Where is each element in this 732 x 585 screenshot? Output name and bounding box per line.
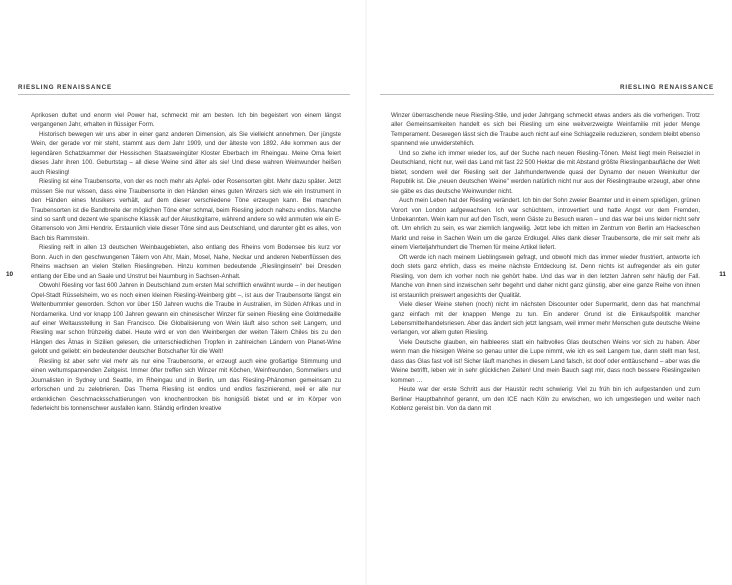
body-paragraph: Historisch bewegen wir uns aber in einer ganz anderen Dimension, als Sie vielleicht annehmen. Der jüngste Wein, der gerade vor mir steht, stammt aus dem Jahr 1909, und der älteste von 1892. Alle kommen aus der legendären Schatzkammer der Hessischen Staatsweingüter Kloster Eberbach im Rheingau. Meine Oma feiert dieses Jahr ihren 100. Geburtstag – all diese Weine sind älter als sie! Und diese wahren Weinwunder heißen auch Riesling!	[31, 130, 341, 176]
body-paragraph: Winzer überraschende neue Riesling-Stile, und jeder Jahrgang schmeckt etwas anders als die vorherigen. Trotz aller Gemeinsamkeiten handelt es sich bei Riesling um eine weitverzweigte Weinfamilie mit jeder Menge Temperament. Deswegen lässt sich die Traube auch nicht auf eine Schlagzeile reduzieren, sondern bleibt ebenso spannend wie unwiderstehlich.	[391, 112, 700, 148]
body-paragraph: Heute war der erste Schritt aus der Haustür recht schwierig: Viel zu früh bin ich aufgestanden und zum Berliner Hauptbahnhof gerannt, um den ICE nach Köln zu erwischen, wo ich umgestiegen und weiter nach Koblenz gereist bin. Von da dann mit	[391, 386, 700, 413]
page-number-left: 10	[6, 271, 14, 278]
body-paragraph: Oft werde ich nach meinem Lieblingswein gefragt, und obwohl mich das immer wieder frustriert, antworte ich doch stets ganz ehrlich, dass es meine nächste Entdeckung ist. Denn nichts ist aufregender als ein guter Riesling, von dem ich vorher noch nie gehört habe. Und das war in den letzten Jahren sehr häufig der Fall. Manche von ihnen sind inzwischen sehr begehrt und daher nicht ganz günstig, aber eine ganze Reihe von ihnen ist erstaunlich preiswert angesichts der Qualität.	[391, 253, 700, 299]
body-paragraph: Viele Deutsche glauben, ein halbleeres statt ein halbvolles Glas deutschen Weins vor sich zu haben. Aber wenn man die hiesigen Weine so genau unter die Lupe nimmt, wie ich es seit Langem tue, dann stellt man fest, dass das Glas fast voll ist! Sicher läuft manches in diesem Land falsch, ist doof oder enttäuschend – aber was die Weine betrifft, leben wir in sehr glücklichen Zeiten! Und mein Bauch sagt mir, dass noch bessere Rieslingzeiten kommen …	[391, 338, 700, 384]
body-paragraph: Riesling ist aber sehr viel mehr als nur eine Traubensorte, er erzeugt auch eine großartige Stimmung und einen weltumspannenden Zeitgeist. Immer öfter treffen sich Winzer mit Köchen, Weinfreunden, Sommeliers und Journalisten in Sydney und Seattle, im Rheingau und in Berlin, um das Riesling-Phänomen gemeinsam zu erforschen und zu zelebrieren. Das Thema Riesling ist endlos und endlos faszinierend, weil er alle nur erdenklichen Geschmacksschattierungen von knochentrocken bis honigsüß bietet und er im Körper von federleicht bis tonnenschwer ausfallen kann. Ständig erfinden kreative	[31, 357, 341, 413]
body-paragraph: Riesling ist eine Traubensorte, von der es noch mehr als Apfel- oder Rosensorten gibt. Mehr dazu später. Jetzt müssen Sie nur wissen, dass eine Traubensorte in den Händen eines guten Winzers sich wie ein Instrument in den Händen eines Musikers verhält, auf dem dieser verschiedene Töne erzeugen kann. Bei manchen Traubensorten ist die Bandbreite der möglichen Töne eher schmal, beim Riesling jedoch nahezu endlos. Manche sind so sanft und dezent wie spanische Klassik auf der Akustikgitarre, während andere so wild anmuten wie ein E-Gitarrensolo von Jimi Hendrix. Erstaunlich viele dieser Töne sind aus Deutschland, und darunter gibt es alles, von Bach bis Rammstein.	[31, 178, 341, 242]
right-page-body	[391, 111, 700, 414]
body-paragraph: Auch mein Leben hat der Riesling verändert. Ich bin der Sohn zweier Beamter und in einem spießigen, grünen Vorort von London aufgewachsen. Ich war schüchtern, introvertiert und hatte Angst vor dem Fremden, Unbekannten. Wein kam nur auf den Tisch, wenn Gäste zu Besuch waren – und das war bei uns leider nicht sehr oft. Um ehrlich zu sein, es war ziemlich langweilig. Jetzt lebe ich mitten im Zentrum von Berlin am Hackeschen Markt und reise in Sachen Wein um die ganze Erdkugel. Alles dank dieser Traubensorte, die mir seit mehr als einem Vierteljahrhundert die Themen für meine Artikel liefert.	[391, 197, 700, 252]
body-paragraph: Obwohl Riesling vor fast 600 Jahren in Deutschland zum ersten Mal schriftlich erwähnt wurde – in der heutigen Opel-Stadt Rüsselsheim, wo es noch einen kleinen Riesling-Weinberg gibt –, ist aus der Traubensorte längst ein Weltenbummler geworden. Schon vor über 150 Jahren wuchs die Traube in Australien, im Süden Afrikas und in Nordamerika. Und vor knapp 100 Jahren gewann ein chinesischer Winzer für seinen Riesling eine Goldmedaille auf einer Weltausstellung in San Francisco. Die Globalisierung von Wein läuft also schon seit Langem, und Riesling war schon frühzeitig dabei. Heute wird er von den Weinbergen der weiten Tälern Chiles bis zu den Hängen des Ätnas in Sizilien gelesen, die unterschiedlichen Tropfen in zahlreichen Ländern von Planet-Wine gelobt und geliebt: ein bedeutender deutscher Botschafter für die Welt!	[31, 282, 341, 356]
body-paragraph: Aprikosen duftet und enorm viel Power hat, schmeckt mir am besten. Ich bin begeistert von einem längst vergangenen Jahr, erhalten in flüssiger Form.	[31, 112, 341, 129]
page-number-right: 11	[719, 271, 726, 278]
page-gutter	[365, 0, 367, 585]
body-paragraph: Riesling reift in allen 13 deutschen Weinbaugebieten, also entlang des Rheins vom Bodensee bis kurz vor Bonn. Auch in den geschwungenen Tälern von Ahr, Main, Mosel, Nahe, Neckar und anderen Nebenflüssen des Rheins wachsen an vielen Stellen Rieslingreben. Hinzu kommen bedeutende „Rieslinginseln" bei Dresden entlang der Elbe und an Saale und Unstrut bei Naumburg in Sachsen-Anhalt.	[31, 244, 341, 280]
body-paragraph: Viele dieser Weine stehen (noch) nicht im nächsten Discounter oder Supermarkt, denn das hat manchmal ganz einfach mit der knappen Menge zu tun. Ein anderer Grund ist die Einkaufspolitik mancher Lebensmittelhandelsriesen. Aber das ändert sich jetzt langsam, weil immer mehr Menschen gute deutsche Weine verlangen, vor allem guten Riesling.	[391, 301, 700, 337]
left-page-body	[31, 111, 341, 414]
body-paragraph: Und so ziehe ich immer wieder los, auf der Suche nach neuen Riesling-Tönen. Meist liegt mein Reiseziel in Deutschland, nicht nur, weil das Land mit fast 22 500 Hektar die mit Abstand größte Rieslinganbaufläche der Welt bietet, sondern weil der Riesling seit der Jahrhundertwende quasi der Dynamo der neuen Weinkultur der Republik ist. Die „neuen deutschen Weine" werden natürlich nicht nur aus der Rieslingtraube erzeugt, aber ohne sie gäbe es das deutsche Weinwunder nicht.	[391, 149, 700, 195]
running-head-right: RIESLING RENAISSANCE	[620, 84, 714, 91]
header-rule-right	[380, 94, 714, 95]
header-rule-left	[18, 94, 350, 95]
running-head-left: RIESLING RENAISSANCE	[18, 84, 112, 91]
